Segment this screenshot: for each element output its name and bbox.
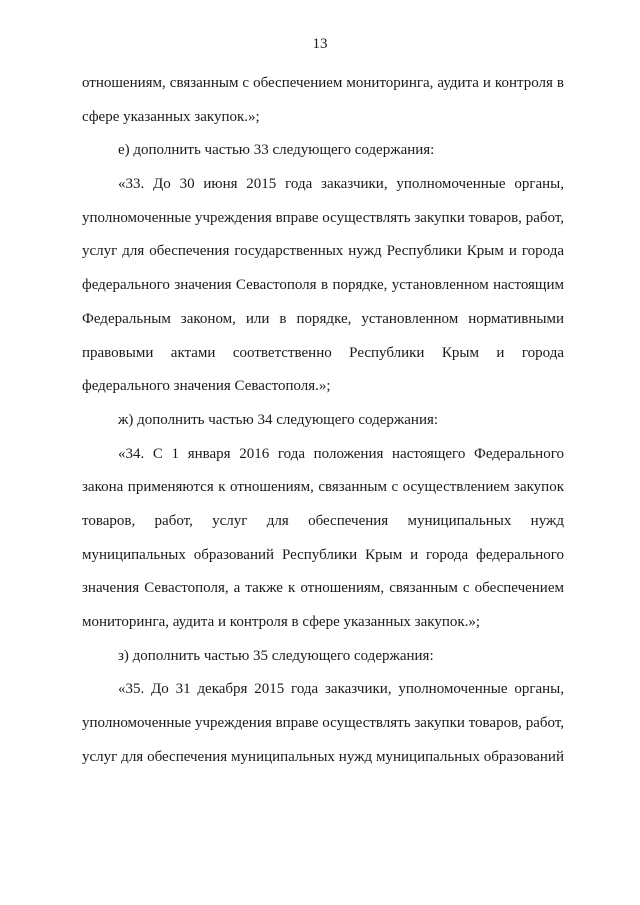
text-line: значения Севастополя, а также к отношениям, связанным с обеспечением [82, 580, 564, 597]
text-line: мониторинга, аудита и контроля в сфере указанных закупок.»; [82, 614, 481, 630]
text-line: закона применяются к отношениям, связанным с осуществлением закупок [82, 479, 564, 496]
text-line: Федеральным законом, или в порядке, установленном нормативными [82, 310, 564, 327]
text-line: «35. До 31 декабря 2015 года заказчики, уполномоченные органы, [118, 681, 564, 698]
text-line: товаров, работ, услуг для обеспечения муниципальных нужд [82, 512, 564, 529]
text-line: ж) дополнить частью 34 следующего содержания: [118, 411, 439, 428]
text-line: муниципальных образований Республики Крым и города федерального [82, 546, 564, 563]
page-number: 13 [312, 36, 328, 52]
text-line: з) дополнить частью 35 следующего содержания: [118, 647, 434, 664]
text-line: федерального значения Севастополя в порядке, установленном настоящим [82, 277, 564, 294]
text-line: е) дополнить частью 33 следующего содержания: [118, 142, 435, 159]
text-line: правовыми актами соответственно Республики Крым и города [82, 344, 564, 361]
text-line: услуг для обеспечения государственных нужд Республики Крым и города [82, 243, 564, 260]
text-line: уполномоченные учреждения вправе осуществлять закупки товаров, работ, [82, 209, 564, 226]
text-line: «33. До 30 июня 2015 года заказчики, уполномоченные органы, [118, 176, 564, 193]
document-body [82, 73, 564, 780]
text-line: федерального значения Севастополя.»; [82, 378, 331, 395]
text-line: «34. С 1 января 2016 года положения настоящего Федерального [118, 445, 564, 462]
text-line: сфере указанных закупок.»; [82, 108, 260, 125]
text-line: отношениям, связанным с обеспечением мониторинга, аудита и контроля в [82, 75, 564, 91]
text-line: уполномоченные учреждения вправе осуществлять закупки товаров, работ, [82, 715, 564, 732]
text-line: услуг для обеспечения муниципальных нужд муниципальных образований [82, 748, 564, 765]
